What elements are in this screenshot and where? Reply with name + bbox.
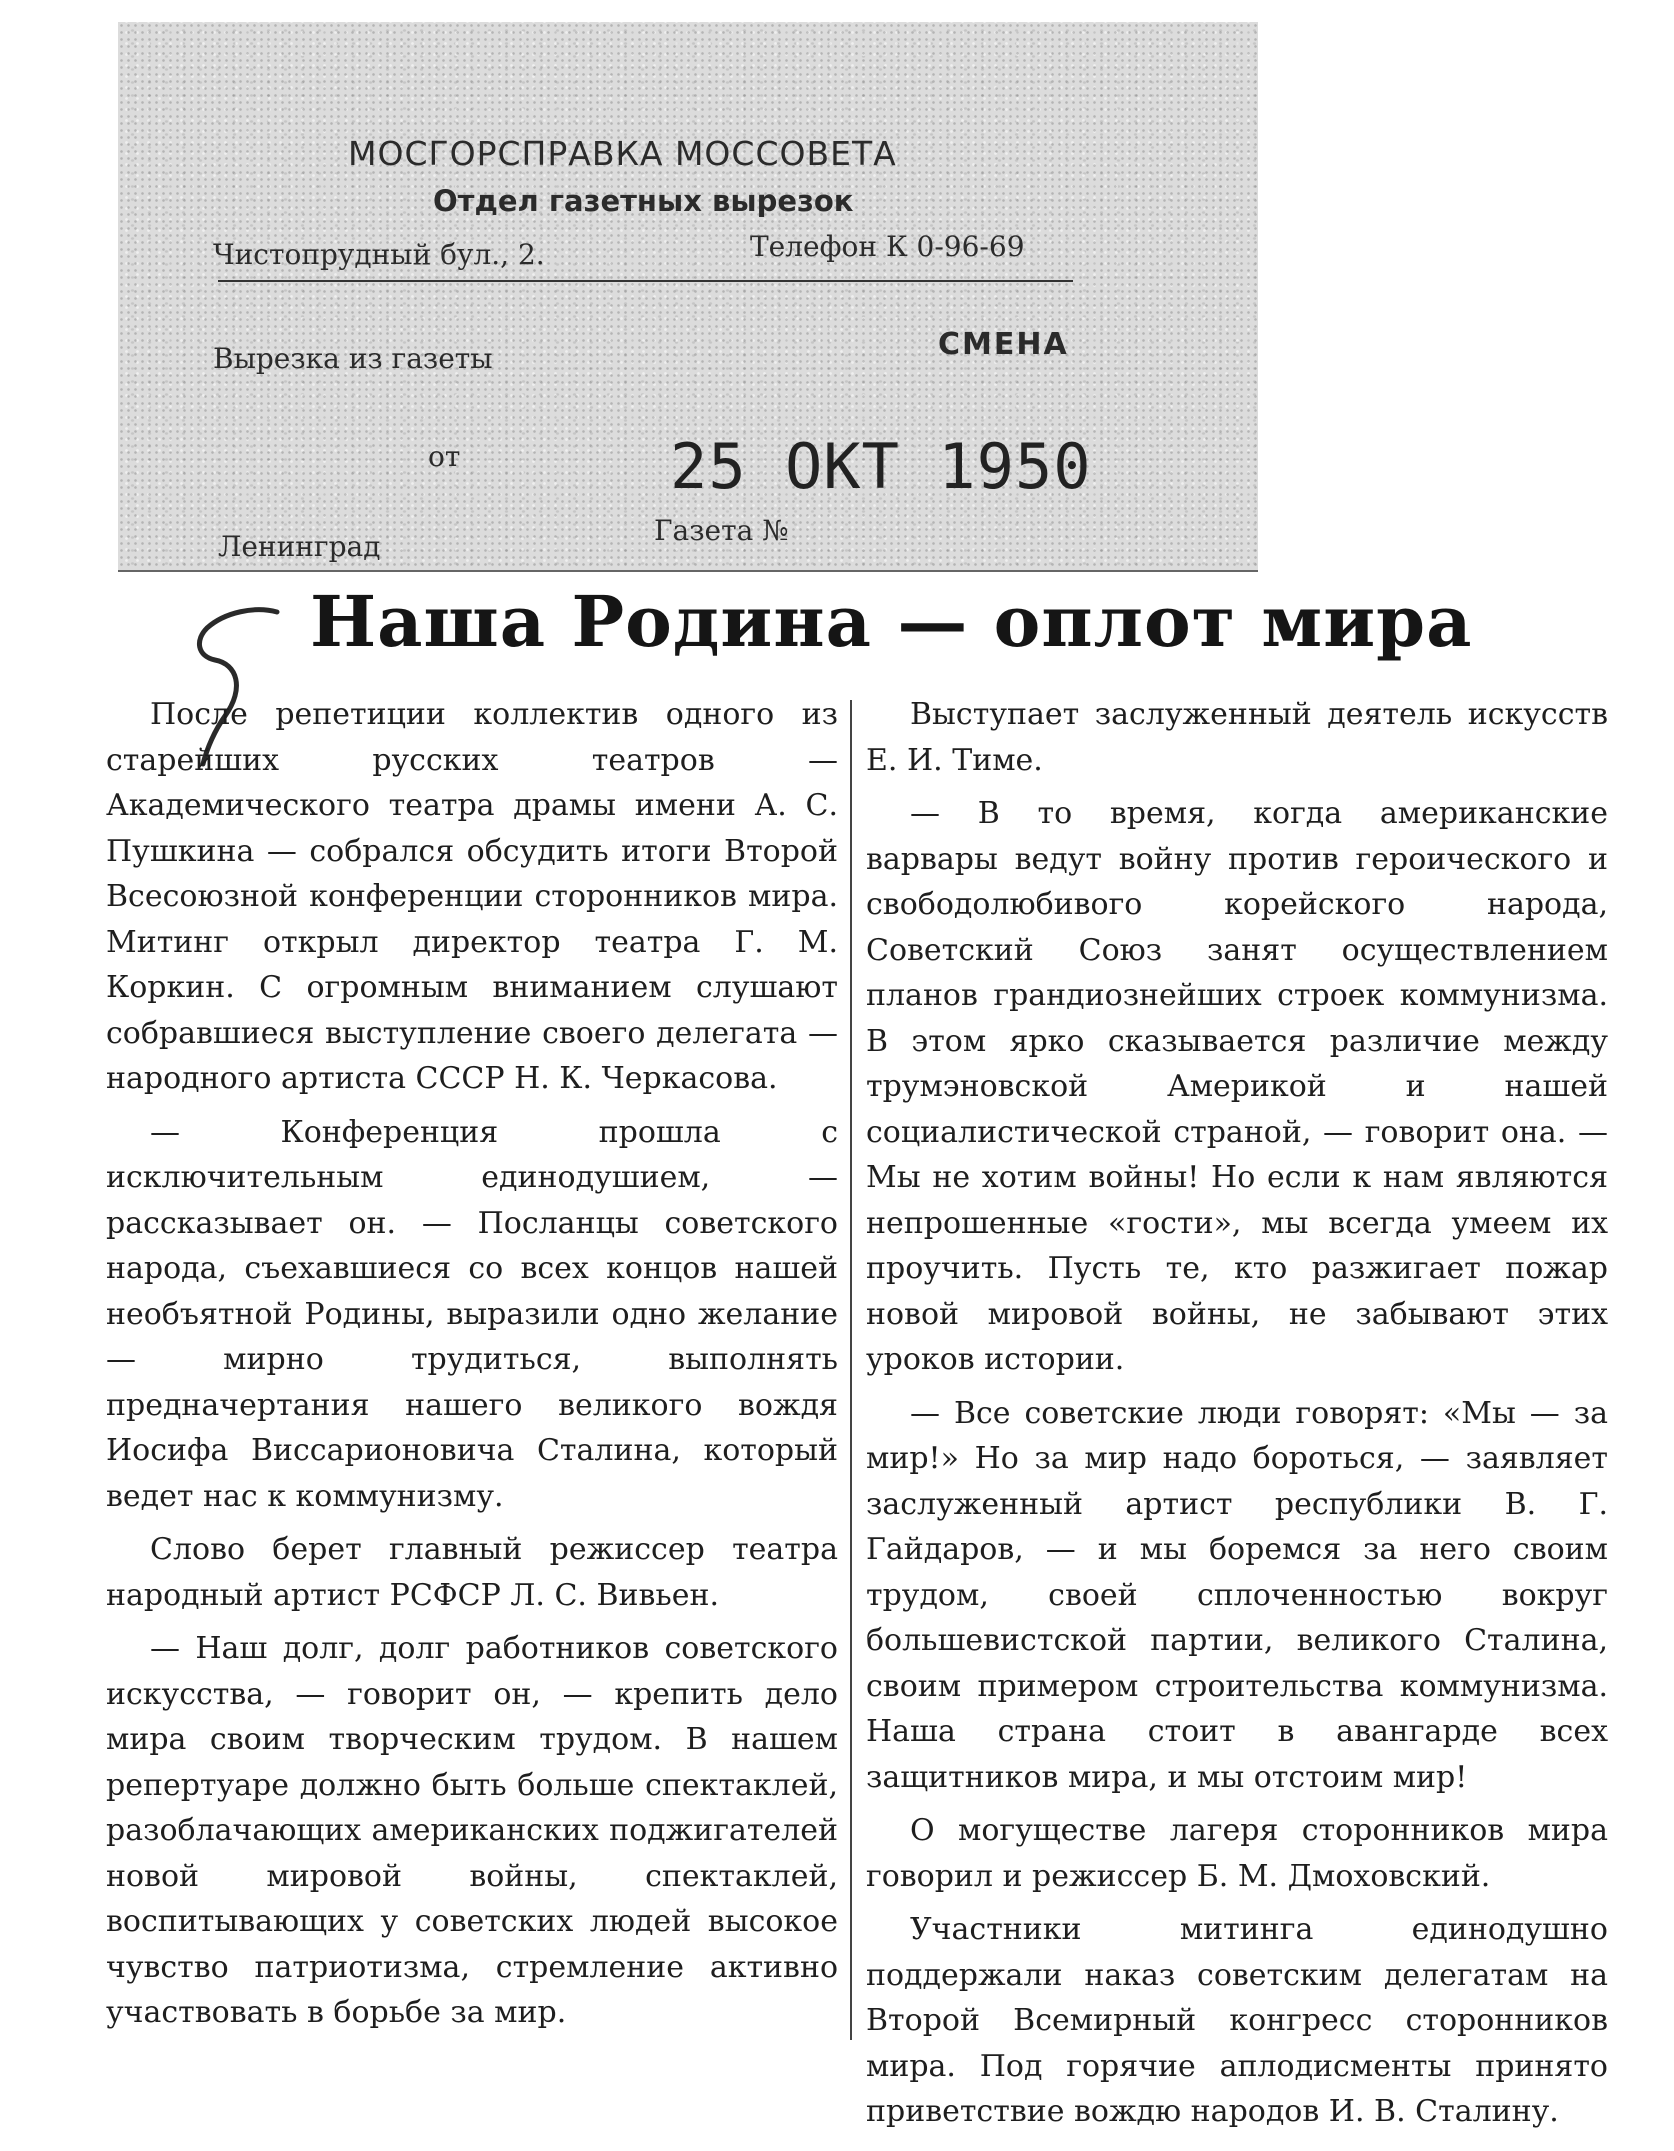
paragraph: После репетиции коллектив одного из старейших русских театров — Академического театра драмы имени А. С. Пушкина — собрался обсудить итоги Второй Всесоюзной конференции сторонников мира. Митинг открыл директор театра Г. М. Коркин. С огромным вниманием слушают собравшиеся выступление своего делегата — народного артиста СССР Н. К. Черкасова. <box>106 697 838 1096</box>
paragraph: — Конференция прошла с исключительным единодушием, — рассказывает он. — Посланцы советского народа, съехавшиеся со всех концов нашей необъятной Родины, выразили одно желание — мирно трудиться, выполнять предначертания нашего великого вождя Иосифа Виссарионовича Сталина, который ведет нас к коммунизму. <box>106 1114 838 1514</box>
phone: Телефон К 0-96-69 <box>750 230 1025 263</box>
paragraph: О могуществе лагеря сторонников мира говорил и режиссер Б. М. Дмоховский. <box>866 1813 1608 1894</box>
department-name: Отдел газетных вырезок <box>433 184 854 218</box>
paragraph: Выступает заслуженный деятель искусств Е. И. Тиме. <box>866 697 1608 778</box>
organization-name: МОСГОРСПРАВКА МОССОВЕТА <box>348 134 897 173</box>
paragraph: — Наш долг, долг работников советского искусства, — говорит он, — крепить дело мира своим творческим трудом. В нашем репертуаре должно быть больше спектаклей, разоблачающих американских поджигателей новой мировой войны, спектаклей, воспитывающих у советских людей высокое чувство патриотизма, стремление активно участвовать в борьбе за мир. <box>106 1631 838 2030</box>
paragraph: Слово берет главный режиссер театра народный артист РСФСР Л. С. Вивьен. <box>106 1532 838 1613</box>
stamp-bottom-edge <box>118 570 1258 572</box>
column-divider <box>850 700 852 2040</box>
paragraph: — Все советские люди говорят: «Мы — за мир!» Но за мир надо бороться, — заявляет заслуженный артист республики В. Г. Гайдаров, — и мы боремся за него своим трудом, своей сплоченностью вокруг большевистской партии, великого Сталина, своим примером строительства коммунизма. Наша страна стоит в авангарде всех защитников мира, и мы отстоим мир! <box>866 1395 1608 1795</box>
date-prefix: от <box>428 440 461 473</box>
article-headline: Наша Родина — оплот мира <box>310 580 1473 663</box>
newspaper-name: СМЕНА <box>938 327 1069 362</box>
address: Чистопрудный бул., 2. <box>213 238 545 271</box>
paragraph: — В то время, когда американские варвары ведут войну против героического и свободолюбивого корейского народа, Советский Союз занят осуществлением планов грандиознейших строек коммунизма. В этом ярко сказывается различие между трумэновской Америкой и нашей социалистической страной, — говорит она. — Мы не хотим войны! Но если к нам являются непрошенные «гости», мы всегда умеем их проучить. Пусть те, кто разжигает пожар новой мировой войны, не забывают этих уроков истории. <box>866 796 1608 1377</box>
stamp-rule <box>218 280 1073 282</box>
left-column <box>106 692 838 2044</box>
clipping-stamp <box>118 22 1258 570</box>
clipping-from-label: Вырезка из газеты <box>213 342 493 375</box>
issue-label: Газета № <box>654 514 789 547</box>
right-column <box>866 692 1608 2143</box>
date-stamp: 25 ОКТ 1950 <box>670 430 1092 503</box>
paragraph: Участники митинга единодушно поддержали наказ советским делегатам на Второй Всемирный конгресс сторонников мира. Под горячие аплодисменты принято приветствие вождю народов И. В. Сталину. <box>866 1912 1608 2129</box>
city: Ленинград <box>218 530 381 563</box>
